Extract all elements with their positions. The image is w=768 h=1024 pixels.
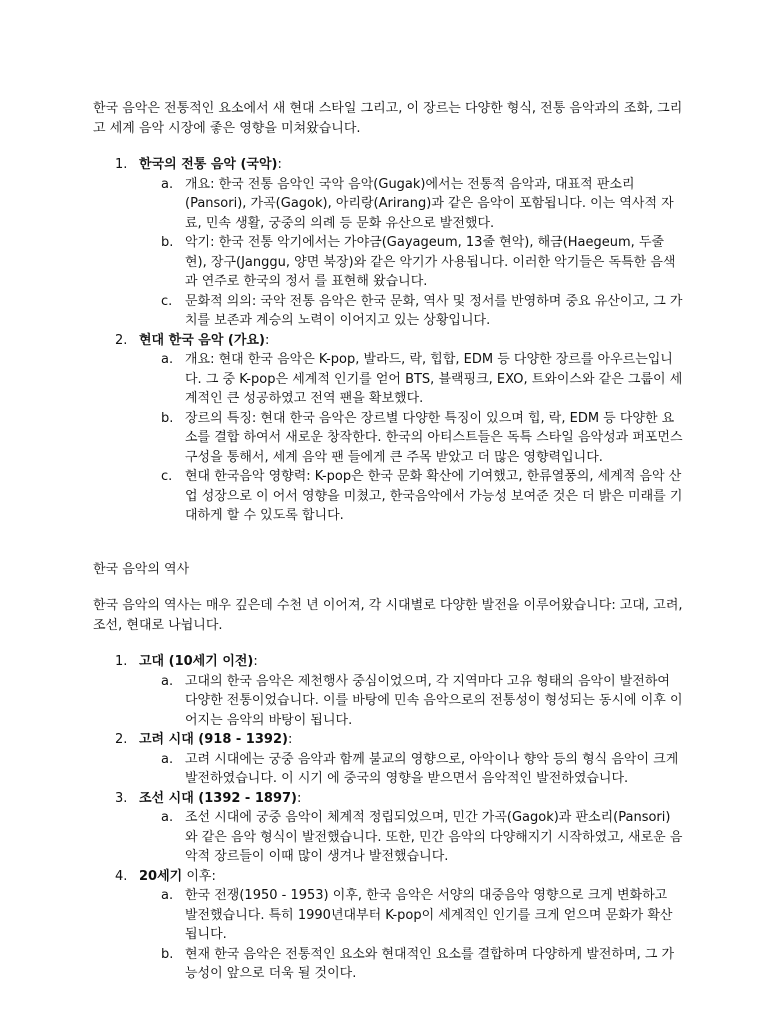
sub-list-text: 한국 전쟁(1950 - 1953) 이후, 한국 음악은 서양의 대중음악 영향으로 크게 변화하고 발전했습니다. 특히 1990년대부터 K-pop이 세계적인 인기를 크게 얻으며 문화가 확산됩니다. [185, 888, 673, 942]
list-item [93, 331, 683, 526]
sub-list-letter: c. [161, 469, 173, 484]
list-heading: 조선 시대 (1392 - 1897): [139, 790, 302, 806]
sub-list [139, 350, 683, 526]
section-intro-paragraph: 한국 음악의 역사는 매우 깊은데 수천 년 이어져, 각 시대별로 다양한 발전을 이루어왔습니다: 고대, 고려, 조선, 현대로 나뉩니다. [93, 598, 683, 633]
document-page [93, 99, 683, 984]
list-number: 2. [115, 732, 128, 747]
sub-list-text: 현대 한국음악 영향력: K-pop은 한국 문화 확산에 기여했고, 한류열풍의, 세계적 음악 산업 성장으로 이 어서 영향을 미쳤고, 한국음악에서 가능성 보여준 것은 더 밝은 미래를 기대하게 할 수 있도록 합니다. [185, 469, 683, 523]
sub-list-letter: a. [161, 673, 174, 689]
sub-list-text: 고려 시대에는 궁중 음악과 함께 불교의 영향으로, 아악이나 향악 등의 형식 음악이 크게 발전하였습니다. 이 시기 에 중국의 영향을 받으면서 음악적인 발전하였습니다. [185, 751, 679, 786]
list-number: 1. [115, 157, 128, 172]
list-heading: 20세기 이후: [139, 868, 216, 884]
sub-list [139, 175, 683, 331]
list-number: 4. [115, 868, 128, 884]
sub-list-item [138, 175, 683, 234]
sub-list-item [138, 233, 683, 292]
sub-list-letter: c. [161, 293, 173, 309]
sub-list [139, 750, 683, 789]
sub-list-item [138, 350, 683, 409]
list-item [93, 867, 683, 984]
sub-list-letter: a. [161, 888, 174, 903]
list-number: 3. [115, 790, 128, 806]
list-item [93, 155, 683, 331]
sub-list-text: 문화적 의의: 국악 전통 음악은 한국 문화, 역사 및 정서를 반영하며 중요 유산이고, 그 가치를 보존과 계승의 노력이 이어지고 있는 상황입니다. [185, 293, 683, 328]
sub-list-letter: a. [161, 751, 174, 767]
list-item [93, 652, 683, 730]
sub-list-letter: b. [161, 946, 174, 962]
sub-list-item [138, 672, 683, 731]
sub-list-item [138, 750, 683, 789]
sub-list-text: 현재 한국 음악은 전통적인 요소와 현대적인 요소를 결합하며 다양하게 발전하며, 그 가능성이 앞으로 더욱 될 것이다. [185, 946, 675, 981]
list-item [93, 789, 683, 867]
sub-list-item [138, 467, 683, 526]
list-heading: 고려 시대 (918 - 1392): [139, 732, 293, 747]
sub-list-letter: b. [161, 235, 174, 250]
sub-list-letter: a. [161, 176, 174, 192]
sub-list-text: 조선 시대에 궁중 음악이 체계적 정립되었으며, 민간 가곡(Gagok)과 판소리(Pansori)와 같은 음악 형식이 발전했습니다. 또한, 민간 음악의 다양해지기 시작하였고, 새로운 음악적 장르들이 이때 많이 생겨나 발전했습니다. [185, 810, 683, 864]
sub-list [139, 808, 683, 867]
list-number: 1. [115, 654, 128, 669]
sub-list-text: 개요: 현대 한국 음악은 K-pop, 발라드, 락, 힙합, EDM 등 다양한 장르를 아우르는입니다. 그 중 K-pop은 세계적 인기를 얻어 BTS, 블랙핑크, EXO, 트와이스와 같은 그룹이 세계적인 큰 성공하였고 전역 팬을 확보했다. [185, 352, 683, 406]
list-item [93, 730, 683, 789]
sub-list-item [138, 292, 683, 331]
sub-list-letter: a. [161, 810, 174, 825]
list-heading: 한국의 전통 음악 (국악): [139, 157, 282, 172]
sub-list-text: 고대의 한국 음악은 제천행사 중심이었으며, 각 지역마다 고유 형태의 음악이 발전하여 다양한 전통이었습니다. 이를 바탕에 민속 음악으로의 전통성이 형성되는 동시에 이후 이어지는 음악의 바탕이 됩니다. [185, 673, 683, 728]
sub-list-letter: a. [161, 352, 174, 367]
list-heading: 현대 한국 음악 (가요): [139, 332, 270, 348]
section-heading: 한국 음악의 역사 [93, 561, 190, 577]
sub-list-text: 악기: 한국 전통 악기에서는 가야금(Gayageum, 13줄 현악), 해금(Haegeum, 두줄현), 장구(Janggu, 양면 북장)와 같은 악기가 사용됩니다. 이러한 악기들은 독특한 음색과 연주로 한국의 정서 를 표현해 왔습니다. [185, 235, 676, 289]
sub-list [139, 886, 683, 984]
intro-paragraph: 한국 음악은 전통적인 요소에서 새 현대 스타일 그리고, 이 장르는 다양한 형식, 전통 음악과의 조화, 그리고 세계 음악 시장에 좋은 영향을 미쳐왔습니다. [93, 101, 683, 136]
sub-list-item [138, 409, 683, 468]
history-list [93, 652, 683, 984]
sub-list-item [138, 808, 683, 867]
sub-list-item [138, 886, 683, 945]
sub-list-item [138, 945, 683, 984]
list-number: 2. [115, 332, 128, 348]
genre-list [93, 155, 683, 526]
sub-list [139, 672, 683, 731]
sub-list-text: 개요: 한국 전통 음악인 국악 음악(Gugak)에서는 전통적 음악과, 대표적 판소리(Pansori), 가곡(Gagok), 아리랑(Arirang)과 같은 음악이 포함됩니다. 이는 역사적 자료, 민속 생활, 궁중의 의례 등 문화 유산으로 발전했다. [185, 176, 674, 231]
list-heading: 고대 (10세기 이전): [139, 654, 258, 669]
sub-list-letter: b. [161, 410, 174, 426]
sub-list-text: 장르의 특징: 현대 한국 음악은 장르별 다양한 특징이 있으며 힙, 락, EDM 등 다양한 요소를 결합 하여서 새로운 창작한다. 한국의 아티스트들은 독특 스타일 음악성과 퍼포먼스 구성을 통해서, 세계 음악 팬 들에게 큰 주목 받았고 더 많은 영향력입니다. [185, 410, 683, 465]
